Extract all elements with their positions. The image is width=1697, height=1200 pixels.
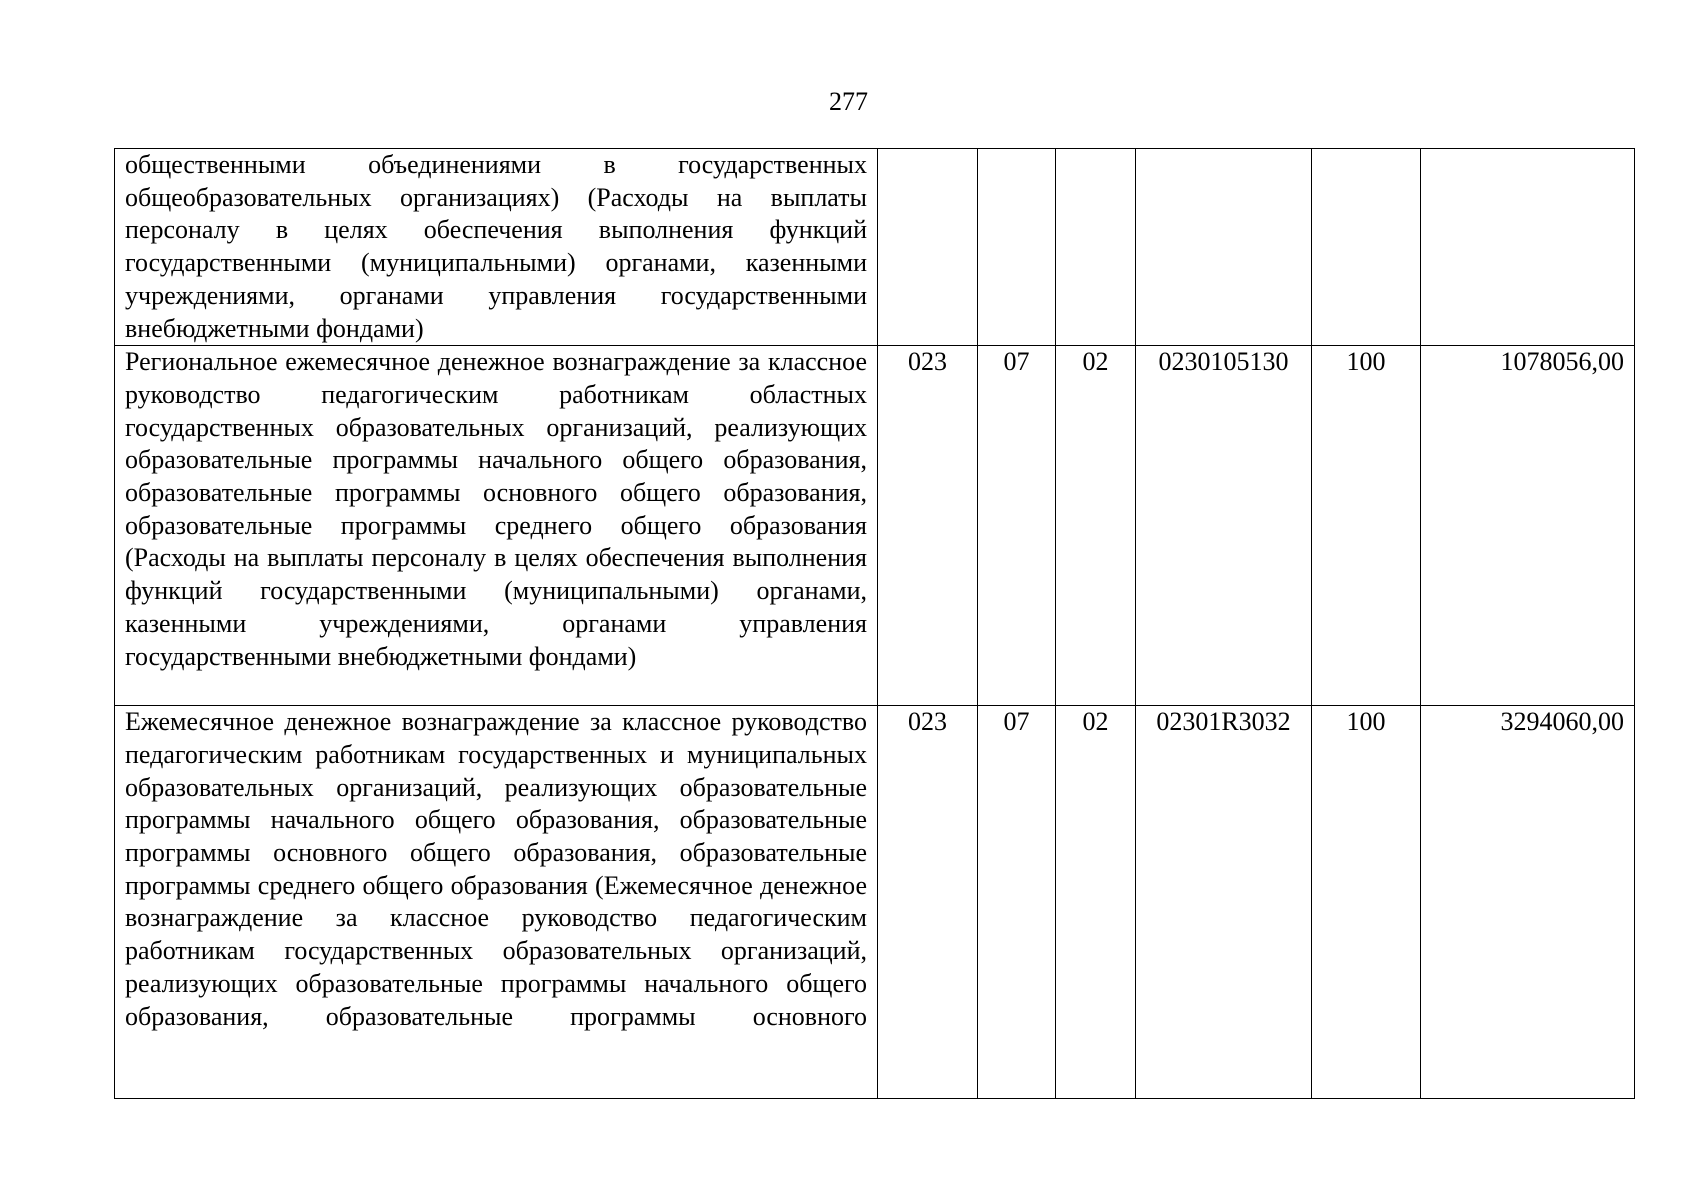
subsection-code: 02 — [1056, 706, 1136, 1099]
target-article-code — [1136, 149, 1312, 346]
row-description: общественными объединениями в государственных общеобразовательных организациях) (Расходы на выплаты персоналу в целях обеспечения выполнения функций государственными (муниципальными) органами, казенными учреждениями, органами управления государственными внебюджетными фондами) — [115, 149, 878, 346]
amount: 3294060,00 — [1421, 706, 1635, 1099]
grbs-code — [878, 149, 978, 346]
subsection-code — [1056, 149, 1136, 346]
expense-type-code: 100 — [1312, 706, 1421, 1099]
section-code — [978, 149, 1056, 346]
row-description: Ежемесячное денежное вознаграждение за классное руководство педагогическим работникам государственных и муниципальных образовательных организаций, реализующих образовательные программы начального общего образования, образовательные программы основного общего образования, образовательные программы среднего общего образования (Ежемесячное денежное вознаграждение за классное руководство педагогическим работникам государственных образовательных организаций, реализующих образовательные программы начального общего образования, образовательные программы основного — [115, 706, 878, 1099]
section-code: 07 — [978, 346, 1056, 706]
row-description: Региональное ежемесячное денежное вознаграждение за классное руководство педагогическим работникам областных государственных образовательных организаций, реализующих образовательные программы начального общего образования, образовательные программы основного общего образования, образовательные программы среднего общего образования (Расходы на выплаты персоналу в целях обеспечения выполнения функций государственными (муниципальными) органами, казенными учреждениями, органами управления государственными внебюджетными фондами) — [115, 346, 878, 706]
page-number: 277 — [829, 87, 868, 116]
table-row — [115, 149, 1635, 346]
section-code: 07 — [978, 706, 1056, 1099]
subsection-code: 02 — [1056, 346, 1136, 706]
budget-table — [114, 148, 1635, 1099]
grbs-code: 023 — [878, 346, 978, 706]
table-row — [115, 706, 1635, 1099]
target-article-code: 02301R3032 — [1136, 706, 1312, 1099]
amount — [1421, 149, 1635, 346]
amount: 1078056,00 — [1421, 346, 1635, 706]
target-article-code: 0230105130 — [1136, 346, 1312, 706]
expense-type-code: 100 — [1312, 346, 1421, 706]
table-row — [115, 346, 1635, 706]
grbs-code: 023 — [878, 706, 978, 1099]
expense-type-code — [1312, 149, 1421, 346]
